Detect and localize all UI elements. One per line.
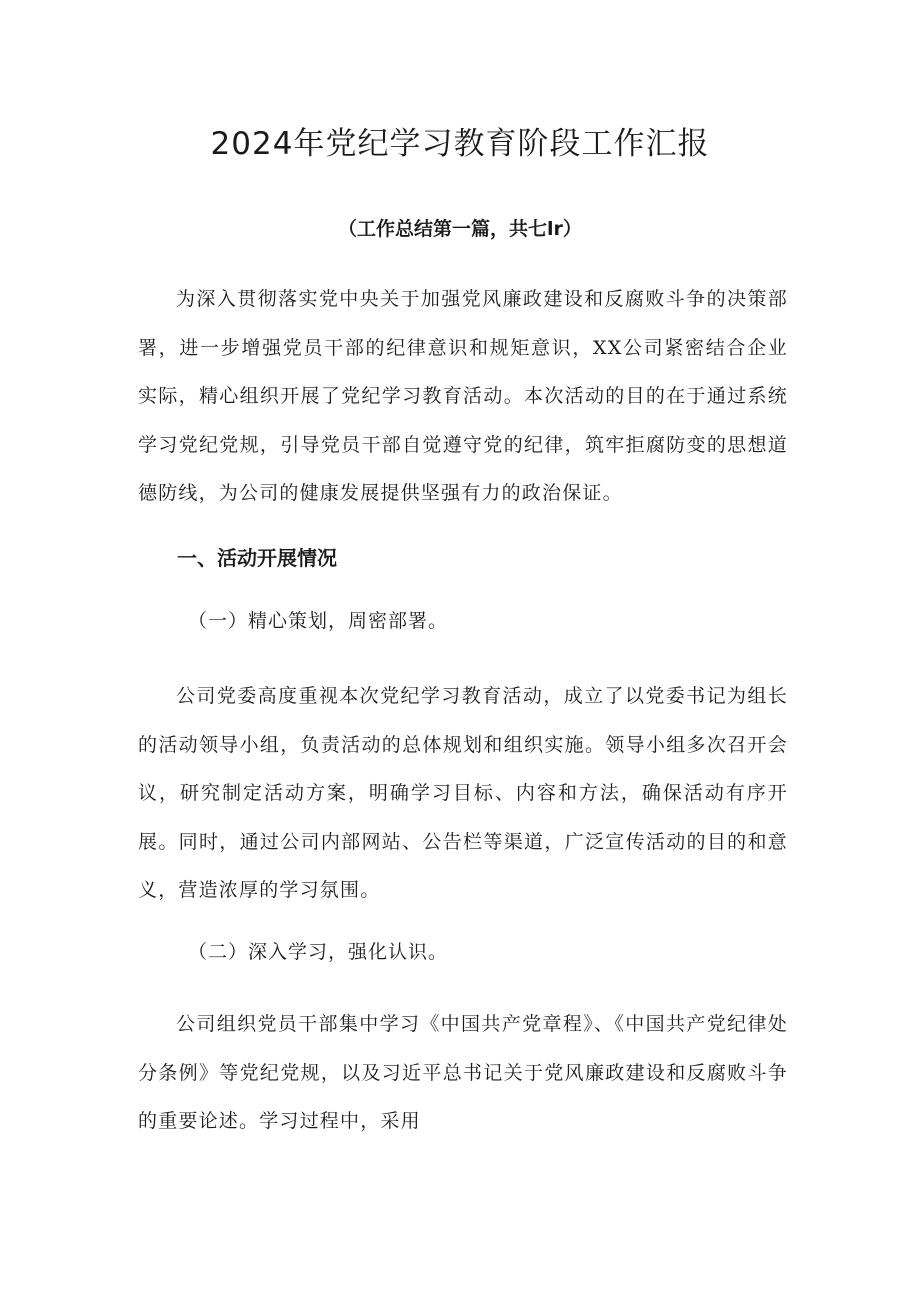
document-subtitle: （工作总结第一篇，共七lr）: [338, 218, 582, 240]
intro-paragraph: 为深入贯彻落实党中央关于加强党风廉政建设和反腐败斗争的决策部署，进一步增强党员干部的纪律意识和规矩意识，XX公司紧密结合企业实际，精心组织开展了党纪学习教育活动。本次活动的目的在于通过系统学习党纪党规，引导党员干部自觉遵守党的纪律，筑牢拒腐防变的思想道德防线，为公司的健康发展提供坚强有力的政治保证。: [138, 288, 788, 504]
document-title: 2024年党纪学习教育阶段工作汇报: [210, 126, 710, 162]
section-heading: 一、活动开展情况: [177, 546, 337, 570]
subheading-study: （二）深入学习，强化认识。: [188, 941, 449, 963]
body-paragraph-planning: 公司党委高度重视本次党纪学习教育活动，成立了以党委书记为组长的活动领导小组，负责活动的总体规划和组织实施。领导小组多次召开会议，研究制定活动方案，明确学习目标、内容和方法，确保活动有序开展。同时，通过公司内部网站、公告栏等渠道，广泛宣传活动的目的和意义，营造浓厚的学习氛围。: [138, 685, 788, 901]
subheading-planning: （一）精心策划，周密部署。: [188, 610, 449, 632]
body-paragraph-study: 公司组织党员干部集中学习《中国共产党章程》、《中国共产党纪律处分条例》等党纪党规，以及习近平总书记关于党风廉政建设和反腐败斗争的重要论述。学习过程中，采用: [138, 1013, 788, 1132]
